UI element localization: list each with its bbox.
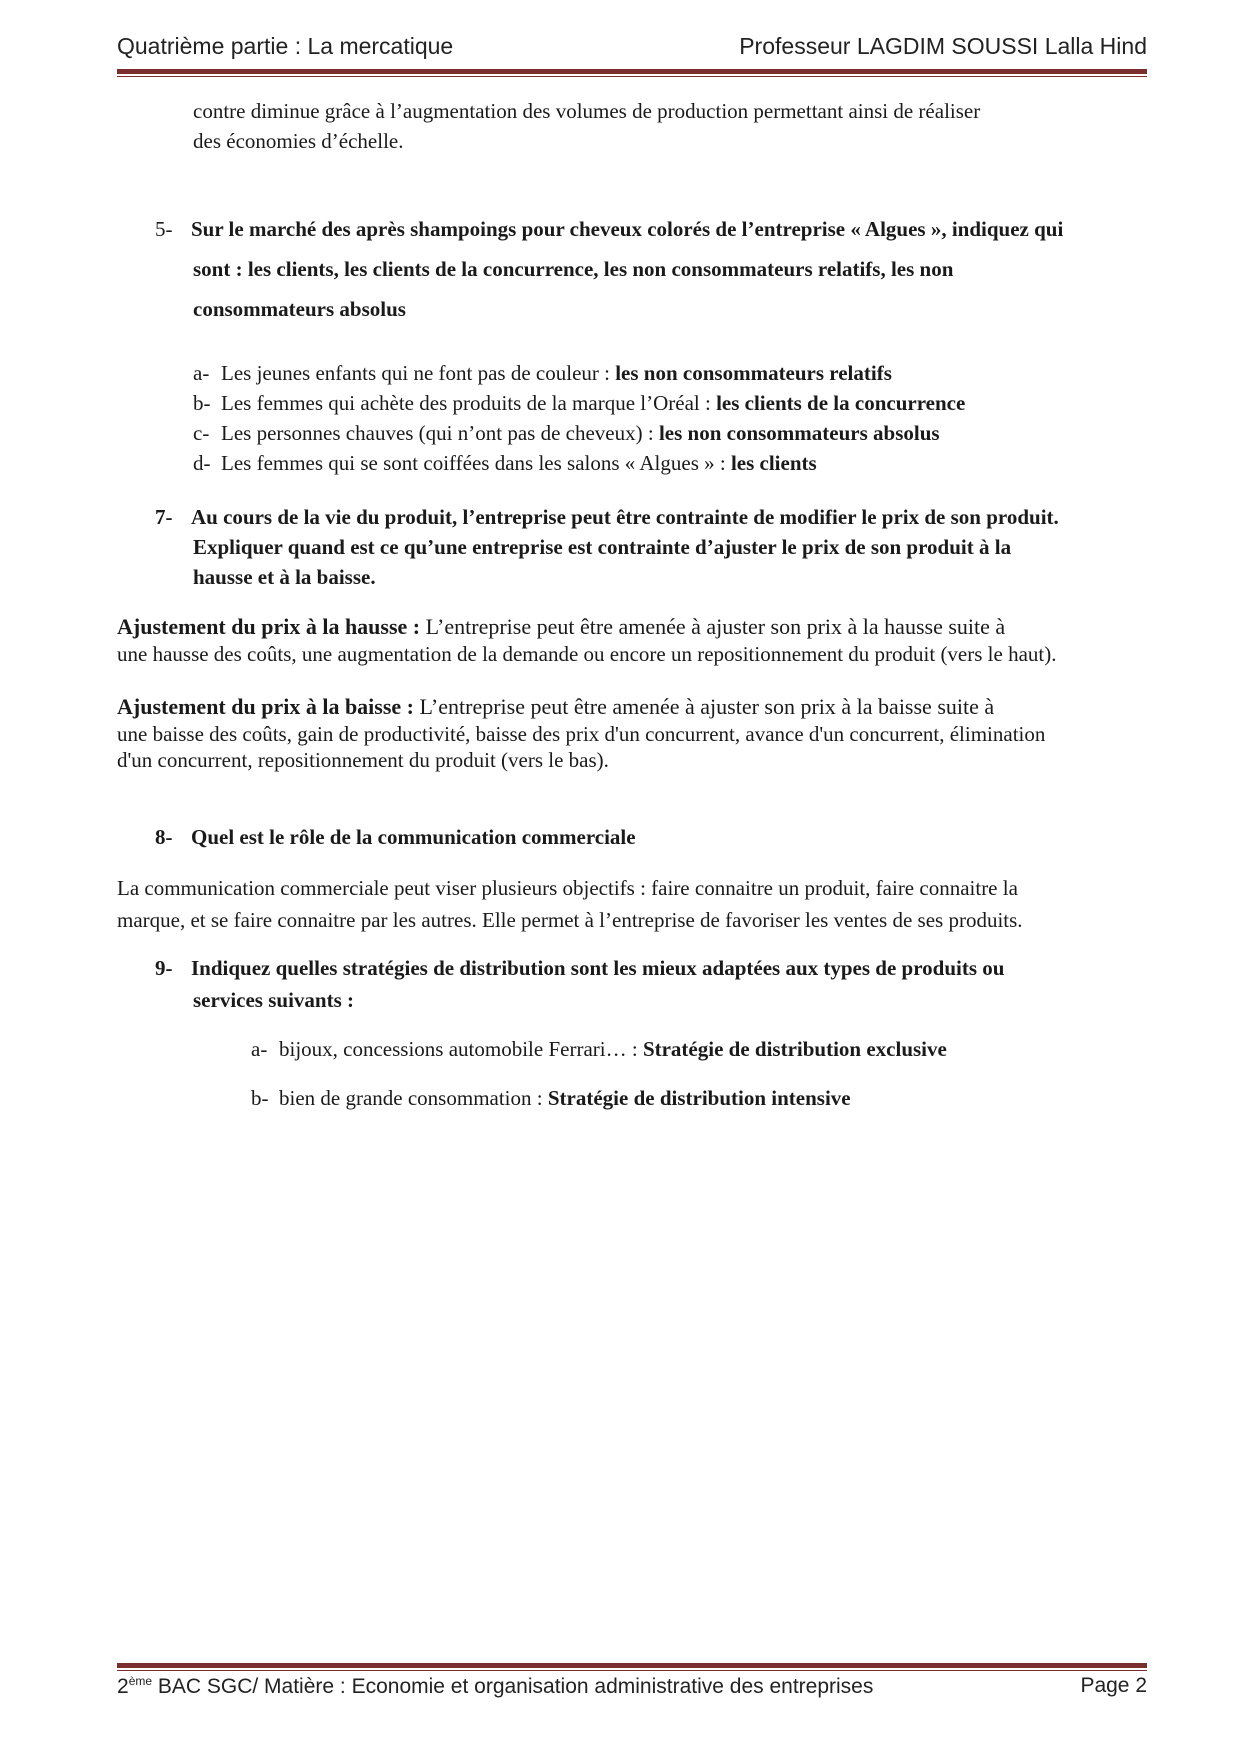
q9-answers: [251, 1034, 1151, 1113]
q5-item-b: b- Les femmes qui achète des produits de la marque l’Oréal : les clients de la concurrence: [193, 391, 966, 415]
baisse-paragraph: Ajustement du prix à la baisse : L’entreprise peut être amenée à ajuster son prix à la baisse suite à une baisse des coûts, gain de productivité, baisse des prix d'un concurrent, avance d'un concurrent, élimination d'un concurrent, repositionnement du produit (vers le bas).: [117, 692, 1157, 773]
hausse-title: Ajustement du prix à la hausse :: [117, 614, 426, 639]
q7-line-2: Expliquer quand est ce qu’une entreprise est contrainte d’ajuster le prix de son produit à la: [193, 535, 1012, 559]
intro-line-1: contre diminue grâce à l’augmentation des volumes de production permettant ainsi de réaliser: [193, 99, 981, 123]
question-7: [155, 502, 1155, 592]
page-number: Page 2: [1080, 1674, 1147, 1697]
header-left: Quatrième partie : La mercatique: [117, 32, 454, 59]
q8-number: 8-: [155, 825, 173, 849]
question-5: [155, 214, 1155, 324]
question-8: [155, 822, 1155, 852]
q5-line-2: sont : les clients, les clients de la concurrence, les non consommateurs relatifs, les non: [193, 257, 954, 281]
q9-item-a: a- bijoux, concessions automobile Ferrari… : Stratégie de distribution exclusive: [251, 1037, 947, 1061]
q7-line-1: Au cours de la vie du produit, l’entreprise peut être contrainte de modifier le prix de son produit.: [191, 505, 1059, 529]
baisse-line-3: d'un concurrent, repositionnement du produit (vers le bas).: [117, 748, 609, 772]
q5-line-3: consommateurs absolus: [193, 297, 406, 321]
baisse-line-2: une baisse des coûts, gain de productivité, baisse des prix d'un concurrent, avance d'un concurrent, élimination: [117, 722, 1046, 746]
q9-item-b: b- bien de grande consommation : Stratégie de distribution intensive: [251, 1086, 851, 1110]
header-right: Professeur LAGDIM SOUSSI Lalla Hind: [739, 32, 1147, 59]
hausse-line-2: une hausse des coûts, une augmentation de la demande ou encore un repositionnement du produit (vers le haut).: [117, 642, 1057, 666]
q5-item-c: c- Les personnes chauves (qui n’ont pas de cheveux) : les non consommateurs absolus: [193, 421, 940, 445]
hausse-paragraph: Ajustement du prix à la hausse : L’entreprise peut être amenée à ajuster son prix à la hausse suite à une hausse des coûts, une augmentation de la demande ou encore un repositionnement du produit (vers le haut).: [117, 612, 1157, 667]
q5-item-d: d- Les femmes qui se sont coiffées dans les salons « Algues » : les clients: [193, 451, 817, 475]
q9-number: 9-: [155, 956, 173, 980]
intro-paragraph: [193, 96, 1153, 156]
q5-line-1: Sur le marché des après shampoings pour cheveux colorés de l’entreprise « Algues », indiquez qui: [191, 217, 1064, 241]
footer-left: 2ème BAC SGC/ Matière : Economie et organisation administrative des entreprises: [117, 1673, 874, 1698]
q5-answers: [193, 358, 1153, 478]
q9-line-2: services suivants :: [193, 988, 354, 1012]
q5-item-a: a- Les jeunes enfants qui ne font pas de couleur : les non consommateurs relatifs: [193, 361, 892, 385]
q7-line-3: hausse et à la baisse.: [193, 565, 376, 589]
q7-number: 7-: [155, 505, 173, 529]
q8-answer-line-2: marque, et se faire connaitre par les autres. Elle permet à l’entreprise de favoriser les ventes de ses produits.: [117, 908, 1023, 932]
question-9: [155, 952, 1155, 1016]
q8-answer-line-1: La communication commerciale peut viser plusieurs objectifs : faire connaitre un produit, faire connaitre la: [117, 876, 1018, 900]
q8-answer: [117, 872, 1167, 936]
q5-number: 5-: [155, 217, 173, 241]
q8-text: Quel est le rôle de la communication commerciale: [191, 825, 636, 849]
page-footer: [117, 1669, 1147, 1703]
intro-line-2: des économies d’échelle.: [193, 129, 404, 153]
page-header: [117, 28, 1147, 64]
baisse-title: Ajustement du prix à la baisse :: [117, 694, 420, 719]
header-rule: [117, 69, 1147, 77]
q9-line-1: Indiquez quelles stratégies de distribution sont les mieux adaptées aux types de produits ou: [191, 956, 1005, 980]
